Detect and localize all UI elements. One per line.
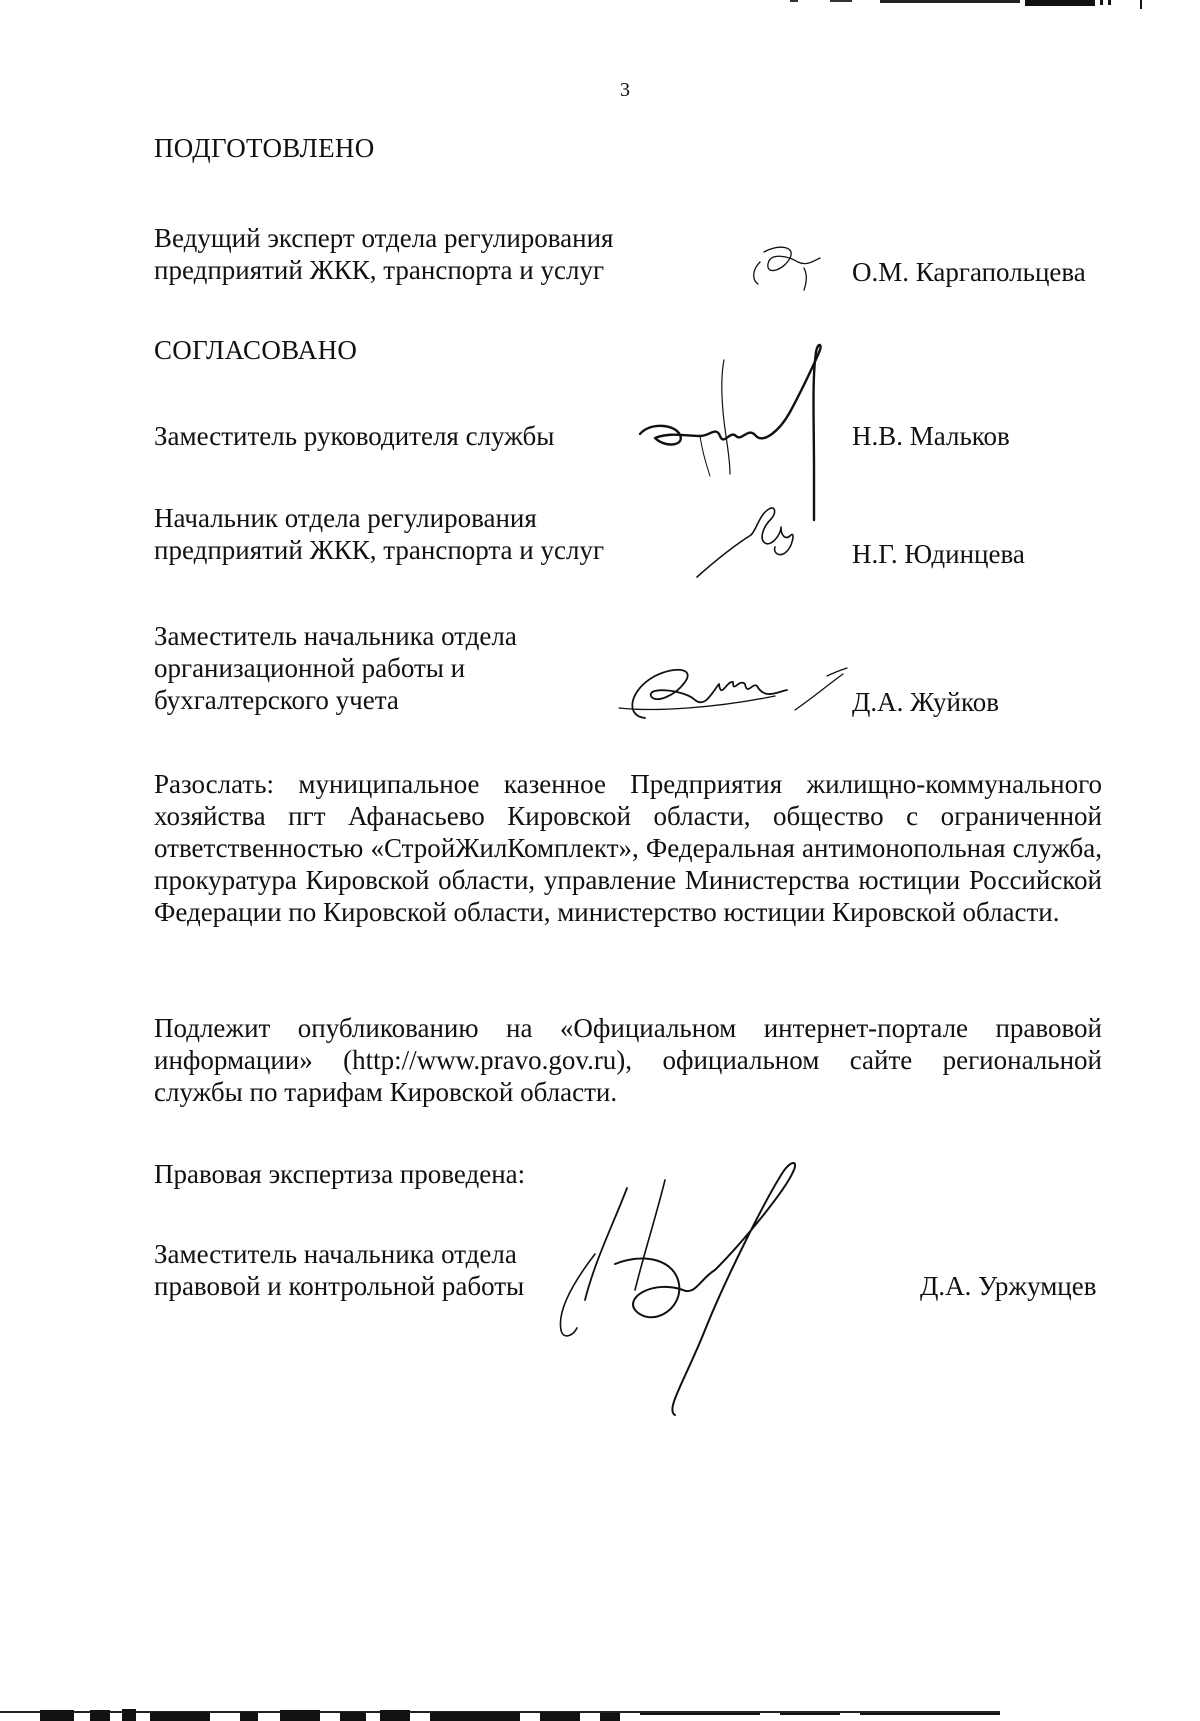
agreed-heading: СОГЛАСОВАНО [154, 335, 358, 365]
signature-urzhumtsev [555, 1160, 900, 1430]
scan-artifact-top [790, 0, 1150, 9]
signatory-position-line: правовой и контрольной работы [154, 1271, 525, 1301]
publication-note: Подлежит опубликованию на «Официальном интернет-портале правовой информации» (http://www.pravo.gov.ru), официальном сайте региональной службы по тарифам Кировской области. [154, 1013, 1102, 1107]
signatory-name: О.М. Каргапольцева [852, 257, 1086, 287]
signatory-position-line: предприятий ЖКК, транспорта и услуг [154, 255, 605, 285]
legal-review-label: Правовая экспертиза проведена: [154, 1159, 526, 1189]
signatory-position-line: Заместитель руководителя службы [154, 421, 555, 451]
signatory-name: Д.А. Уржумцев [920, 1271, 1097, 1301]
signatory-name: Н.Г. Юдинцева [852, 539, 1025, 569]
scan-artifact-bottom [0, 1704, 1200, 1721]
signatory-position-line: Заместитель начальника отдела [154, 1239, 517, 1269]
signature-kargapoltseva [748, 240, 828, 300]
signatory-position-line: Ведущий эксперт отдела регулирования [154, 223, 614, 253]
signatory-name: Н.В. Мальков [852, 421, 1010, 451]
signature-zhuikov [615, 660, 860, 730]
signatory-name: Д.А. Жуйков [852, 687, 999, 717]
distribution-list: Разослать: муниципальное казенное Предприятия жилищно-коммунального хозяйства пгт Афанасьево Кировской области, общество с ограниченной ответственностью «СтройЖилКомплект», Федеральная антимонопольная служба, прокуратура Кировской области, управление Министерства юстиции Российской Федерации по Кировской области, министерство юстиции Кировской области. [154, 769, 1102, 927]
signatory-position-line: предприятий ЖКК, транспорта и услуг [154, 535, 605, 565]
signatory-position-line: Начальник отдела регулирования [154, 503, 537, 533]
signatory-position-line: бухгалтерского учета [154, 685, 399, 715]
signature-yudintseva [695, 505, 805, 585]
prepared-heading: ПОДГОТОВЛЕНО [154, 133, 375, 163]
signatory-position-line: организационной работы и [154, 653, 466, 683]
page-number: 3 [620, 79, 630, 101]
signatory-position-line: Заместитель начальника отдела [154, 621, 517, 651]
